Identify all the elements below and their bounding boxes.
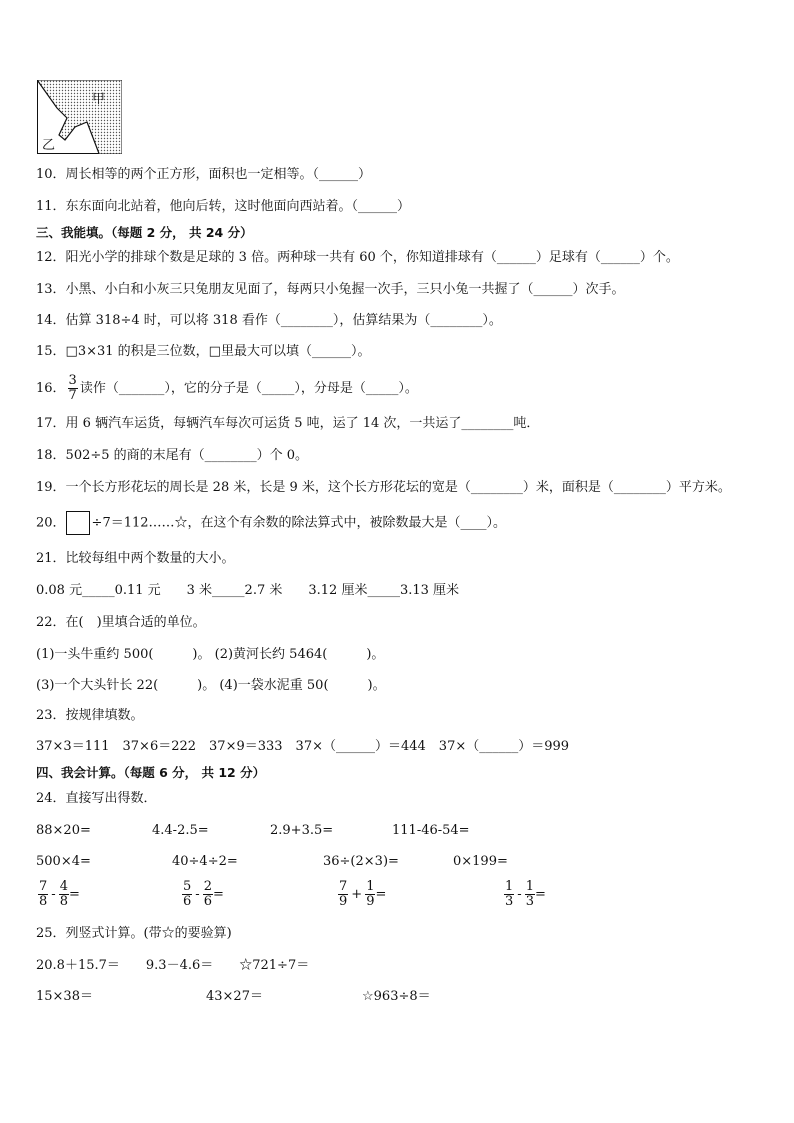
q24-r2-c1: 500×4= xyxy=(36,854,91,869)
frac-denominator: 9 xyxy=(339,894,348,909)
frac-denominator: 8 xyxy=(39,894,48,909)
frac-denominator: 3 xyxy=(505,894,514,909)
q22-row-2: (3)一个大头针长 22( )。 (4)一袋水泥重 50( )。 xyxy=(36,678,386,693)
q25-r2-c1: 15×38＝ xyxy=(36,989,93,1004)
question-19: 19．一个长方形花坛的周长是 28 米，长是 9 米，这个长方形花坛的宽是（________）米，面积是（________）平方米。 xyxy=(36,480,731,495)
question-12: 12．阳光小学的排球个数是足球的 3 倍。两种球一共有 60 个，你知道排球有（______）足球有（______）个。 xyxy=(36,250,679,265)
operator: - xyxy=(517,887,522,902)
frac-numerator: 1 xyxy=(366,879,375,894)
question-13: 13．小黑、小白和小灰三只兔朋友见面了，每两只小兔握一次手，三只小兔一共握了（______）次手。 xyxy=(36,282,625,297)
q20-text: ÷7＝112……☆，在这个有余数的除法算式中，被除数最大是（____）。 xyxy=(91,515,507,531)
q24-r1-c2: 4.4-2.5= xyxy=(152,823,209,838)
q20-prefix: 20． xyxy=(36,515,66,531)
label-jia: 甲 xyxy=(92,92,106,107)
frac-denominator: 8 xyxy=(59,894,68,909)
question-22: 22．在( )里填合适的单位。 xyxy=(36,615,206,630)
equals-sign: = xyxy=(534,887,546,902)
equals-sign: = xyxy=(375,887,387,902)
frac-numerator: 7 xyxy=(339,879,348,894)
q22-row-1: (1)一头牛重约 500( )。 (2)黄河长约 5464( )。 xyxy=(36,647,385,662)
operator: - xyxy=(51,887,56,902)
equals-sign: = xyxy=(68,887,80,902)
q24-fraction-expr-1 xyxy=(38,880,80,909)
q25-row-1: 20.8＋15.7＝ 9.3－4.6＝ ☆721÷7＝ xyxy=(36,958,310,973)
frac-numerator: 1 xyxy=(525,879,534,894)
frac-denominator: 9 xyxy=(366,894,375,909)
q16-text: 读作（_______），它的分子是（_____），分母是（_____）。 xyxy=(79,381,418,396)
operator: + xyxy=(351,887,363,902)
operator: - xyxy=(195,887,200,902)
section-4-heading: 四、我会计算。（每题 6 分， 共 12 分） xyxy=(36,765,266,780)
question-16 xyxy=(36,370,418,408)
question-24: 24．直接写出得数． xyxy=(36,791,157,806)
q24-r2-c2: 40÷4÷2= xyxy=(172,854,238,869)
question-17: 17．用 6 辆汽车运货，每辆汽车每次可运货 5 吨，运了 14 次，一共运了________吨． xyxy=(36,416,540,431)
question-23: 23．按规律填数。 xyxy=(36,708,144,723)
q16-denominator: 7 xyxy=(68,388,77,403)
q24-fraction-expr-2 xyxy=(182,880,224,909)
q24-r1-c1: 88×20= xyxy=(36,823,91,838)
frac-numerator: 7 xyxy=(39,879,48,894)
q24-fraction-expr-3 xyxy=(338,880,386,909)
label-yi: 乙 xyxy=(42,138,56,153)
frac-numerator: 5 xyxy=(183,879,192,894)
frac-numerator: 2 xyxy=(203,879,212,894)
answer-box[interactable] xyxy=(66,511,90,535)
q24-r1-c4: 111-46-54= xyxy=(392,823,470,838)
q24-r1-c3: 2.9+3.5= xyxy=(270,823,334,838)
frac-denominator: 6 xyxy=(203,894,212,909)
frac-numerator: 1 xyxy=(505,879,514,894)
geometry-figure xyxy=(37,80,122,154)
q16-prefix: 16． xyxy=(36,381,66,396)
q25-r2-c3: ☆963÷8＝ xyxy=(362,989,431,1004)
section-3-heading: 三、我能填。（每题 2 分， 共 24 分） xyxy=(36,225,253,240)
question-11: 11．东东面向北站着，他向后转，这时他面向西站着。（______） xyxy=(36,199,411,214)
q24-fraction-expr-4 xyxy=(504,880,546,909)
question-25: 25．列竖式计算。(带☆的要验算) xyxy=(36,926,232,941)
q16-fraction xyxy=(68,374,78,403)
question-20 xyxy=(36,511,506,536)
equals-sign: = xyxy=(212,887,224,902)
q24-r2-c4: 0×199= xyxy=(453,854,508,869)
question-21: 21．比较每组中两个数量的大小。 xyxy=(36,551,235,566)
question-18: 18．502÷5 的商的末尾有（________）个 0。 xyxy=(36,448,309,463)
frac-denominator: 6 xyxy=(183,894,192,909)
frac-denominator: 3 xyxy=(525,894,534,909)
question-10: 10．周长相等的两个正方形，面积也一定相等。（______） xyxy=(36,167,372,182)
frac-numerator: 4 xyxy=(59,879,68,894)
q16-numerator: 3 xyxy=(68,373,77,388)
q25-r2-c2: 43×27＝ xyxy=(206,989,263,1004)
question-15: 15．□3×31 的积是三位数，□里最大可以填（______）。 xyxy=(36,344,371,359)
q21-items: 0.08 元_____0.11 元 3 米_____2.7 米 3.12 厘米_____3.13 厘米 xyxy=(36,583,460,598)
q24-r2-c3: 36÷(2×3)= xyxy=(323,854,399,869)
question-14: 14．估算 318÷4 时，可以将 318 看作（________），估算结果为（________）。 xyxy=(36,313,502,328)
q23-items: 37×3＝111 37×6＝222 37×9＝333 37×（______）＝444 37×（______）＝999 xyxy=(36,739,570,754)
